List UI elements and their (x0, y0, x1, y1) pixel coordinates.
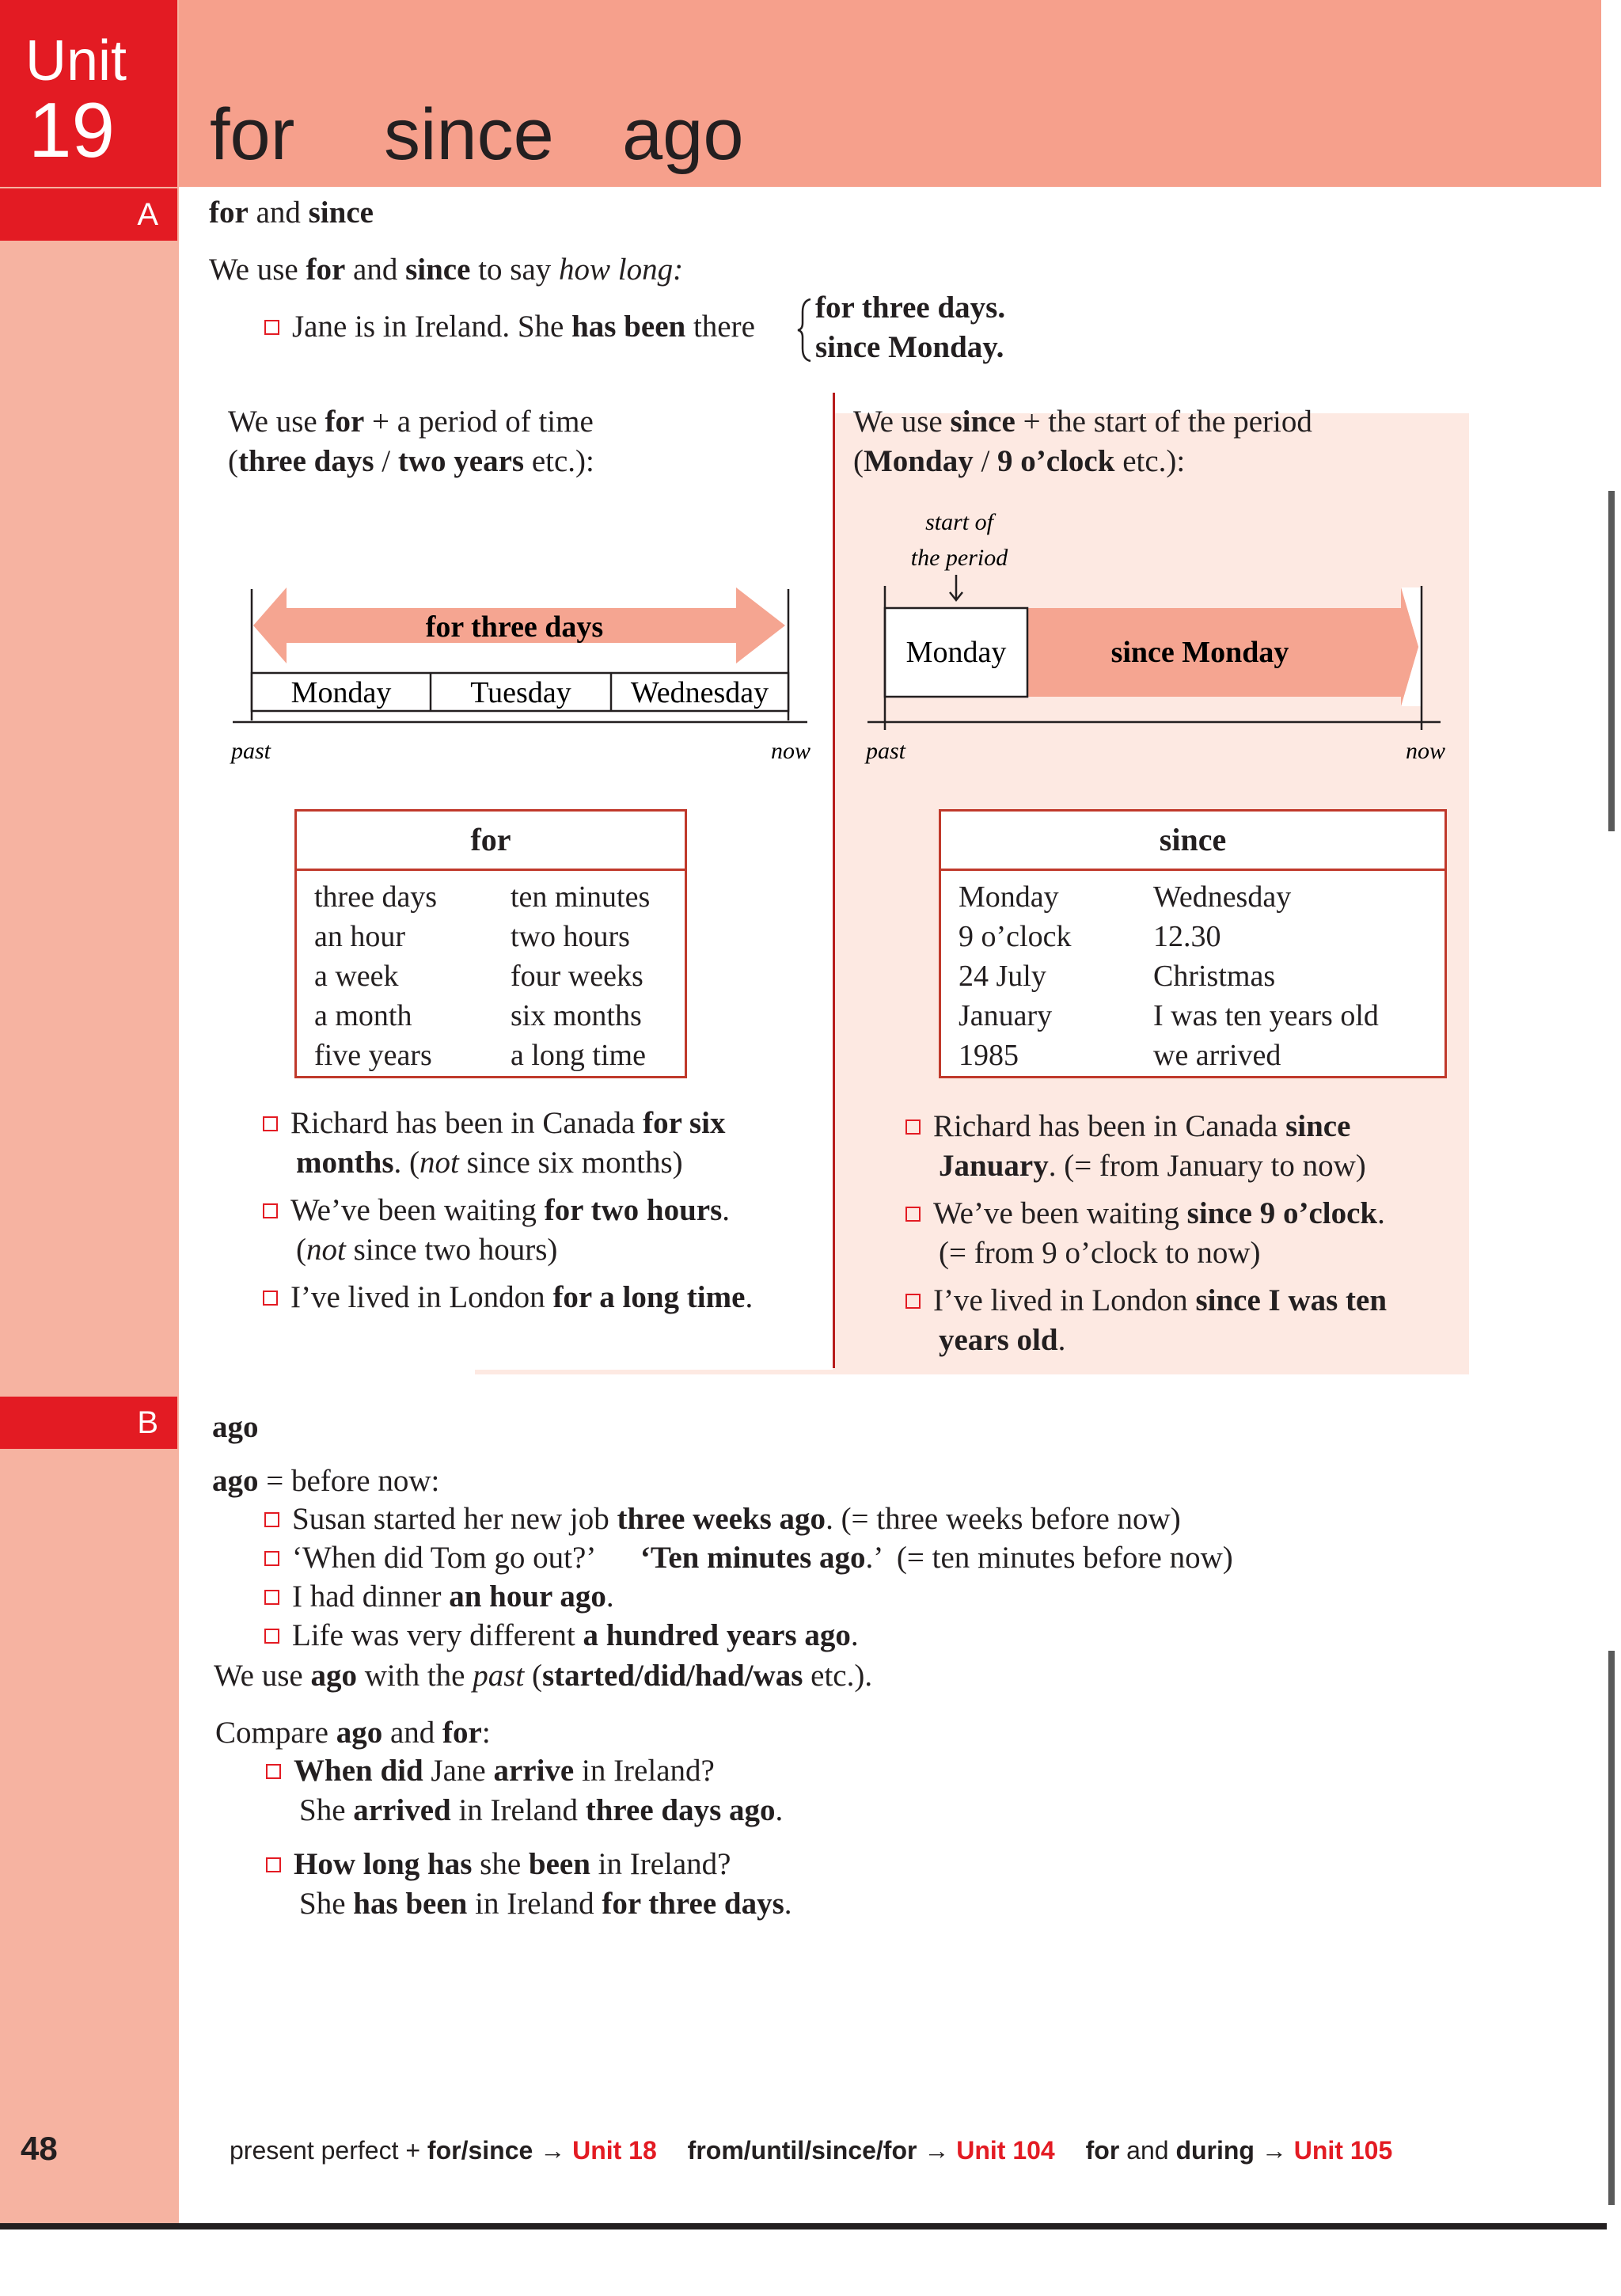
since-table-heading: since (941, 812, 1444, 871)
ago-example-4: Life was very different a hundred years ago. (264, 1616, 1233, 1655)
compare-for: How long has she been in Ireland? She has been in Ireland for three days. (266, 1845, 792, 1924)
since-rule-line1: We use since + the start of the period (853, 405, 1312, 439)
page-number: 48 (21, 2130, 58, 2167)
title-word-for: for (210, 94, 295, 175)
ago-definition: ago = before now: (212, 1464, 440, 1498)
unit-number: 19 (28, 86, 116, 173)
column-divider (833, 393, 835, 1368)
cross-references (230, 2136, 1392, 2165)
now-label: now (1405, 738, 1445, 764)
for-table-col2: ten minutes two hours four weeks six months a long time (511, 880, 651, 1072)
edge-bar (1608, 1651, 1615, 2205)
since-table-col2: Wednesday 12.30 Christmas I was ten years old we arrived (1153, 880, 1379, 1072)
start-label-1: start of (925, 509, 993, 535)
title-word-ago: ago (622, 94, 744, 175)
for-arrow-label: for three days (425, 610, 604, 644)
since-example-1: Richard has been in Canada since (905, 1107, 1475, 1146)
past-label: past (231, 738, 271, 764)
section-a-intro: We use for and since to say how long: (209, 253, 684, 287)
brace-option-since: since Monday. (815, 330, 1004, 364)
ago-past-note: We use ago with the past (started/did/had/was etc.). (214, 1659, 873, 1693)
past-label: past (866, 738, 906, 764)
for-timeline-diagram (222, 578, 823, 768)
jane-example: Jane is in Ireland. She has been there (264, 309, 755, 344)
compare-ago: When did Jane arrive in Ireland? She arrived in Ireland three days ago. (266, 1751, 783, 1830)
since-start-box: Monday (905, 636, 1007, 669)
ago-example-2: ‘When did Tom go out?’ ‘Ten minutes ago.’ (= ten minutes before now) (264, 1538, 1233, 1577)
since-examples: Richard has been in Canada since January. (= from January to now) We’ve been waiting since 9 o’clock. (= from 9 o’clock to now) I’ve lived in London since I was ten years old. (905, 1107, 1475, 1360)
brace-option-for: for three days. (815, 291, 1006, 325)
since-rule-line2: (Monday / 9 o’clock etc.): (853, 444, 1186, 478)
since-table-col1: Monday 9 o’clock 24 July January 1985 (959, 880, 1072, 1072)
since-timeline-diagram (855, 499, 1456, 768)
curly-brace (796, 298, 815, 363)
for-example-2: We’ve been waiting for two hours. (263, 1191, 833, 1230)
day-label: Wednesday (630, 676, 769, 709)
section-b-marker: B (0, 1397, 177, 1449)
ref-unit-104[interactable]: from/until/since/for → Unit 104 (687, 2136, 1055, 2165)
since-example-2: We’ve been waiting since 9 o’clock. (905, 1194, 1475, 1234)
day-label: Monday (290, 676, 392, 709)
unit-label: Unit (25, 29, 127, 93)
page-bottom-rule (0, 2223, 1607, 2229)
checkbox-bullet (264, 320, 279, 335)
ref-unit-105[interactable]: for and during → Unit 105 (1085, 2136, 1393, 2165)
for-table (294, 809, 687, 1078)
for-table-heading: for (297, 812, 685, 871)
ago-example-3: I had dinner an hour ago. (264, 1577, 1233, 1616)
side-band (0, 0, 179, 2225)
since-arrow-label: since Monday (1110, 636, 1289, 669)
section-a-marker: A (0, 188, 177, 241)
unit-badge (0, 0, 177, 187)
day-label: Tuesday (470, 676, 571, 709)
ago-examples (264, 1500, 1233, 1655)
for-table-col1: three days an hour a week a month five years (314, 880, 438, 1072)
compare-heading: Compare ago and for: (215, 1716, 491, 1750)
section-b-heading: ago (212, 1410, 259, 1444)
start-label-2: the period (910, 545, 1008, 571)
since-example-3: I’ve lived in London since I was ten (905, 1281, 1475, 1321)
for-rule-line1: We use for + a period of time (228, 405, 594, 439)
section-a-heading: for and since (209, 196, 374, 230)
for-rule-line2: (three days / two years etc.): (228, 444, 594, 478)
ref-unit-18[interactable]: present perfect + for/since → Unit 18 (230, 2136, 657, 2165)
for-examples: Richard has been in Canada for six months. (not since six months) We’ve been waiting for two hours. (not since two hours) I’ve lived in London for a long time. (263, 1104, 833, 1317)
edge-bar (1608, 491, 1615, 831)
since-table (939, 809, 1447, 1078)
for-example-1: Richard has been in Canada for six (263, 1104, 833, 1143)
now-label: now (770, 738, 810, 764)
title-word-since: since (384, 94, 554, 175)
for-example-3: I’ve lived in London for a long time. (263, 1278, 833, 1317)
ago-example-1: Susan started her new job three weeks ago. (= three weeks before now) (264, 1500, 1233, 1538)
